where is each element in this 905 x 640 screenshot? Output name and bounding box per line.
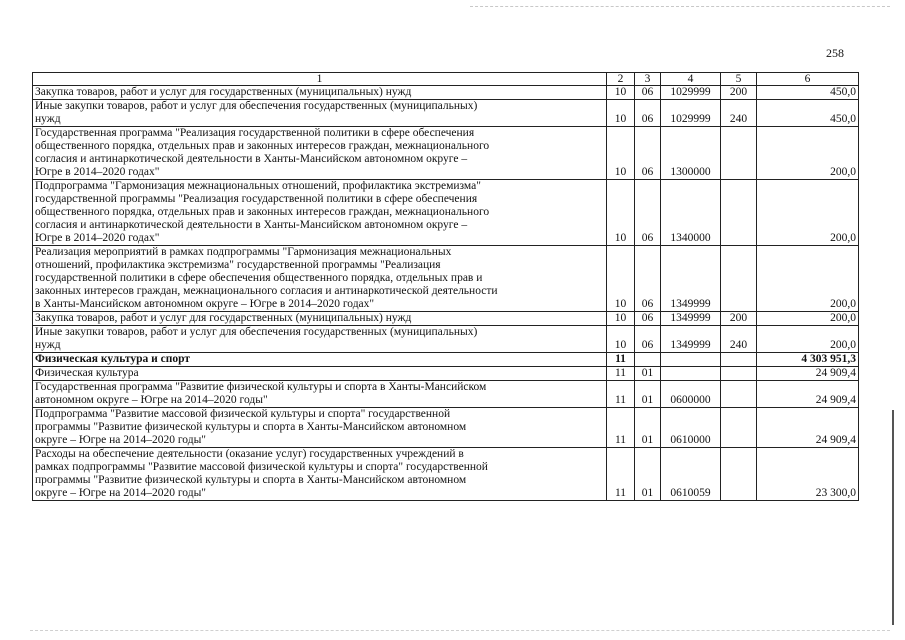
row-target-article-cell: 1349999	[661, 312, 721, 326]
row-amount-cell: 4 303 951,3	[757, 353, 859, 367]
column-header-target-article: 4	[661, 73, 721, 86]
row-subsection-cell: 06	[635, 312, 661, 326]
row-expense-type-cell: 200	[721, 312, 757, 326]
row-amount-cell: 24 909,4	[757, 367, 859, 381]
row-expense-type-cell	[721, 367, 757, 381]
row-target-article-cell: 1340000	[661, 180, 721, 246]
row-target-article-cell	[661, 367, 721, 381]
row-target-article-cell: 1300000	[661, 127, 721, 180]
row-expense-type-cell	[721, 408, 757, 448]
table-row	[33, 127, 859, 180]
table-row	[33, 326, 859, 353]
row-subsection-cell: 01	[635, 408, 661, 448]
scan-artifact-bottom	[30, 630, 890, 631]
table-row	[33, 408, 859, 448]
row-name-cell: Расходы на обеспечение деятельности (оказание услуг) государственных учреждений в рамках подпрограммы "Развитие массовой физической культуры и спорта" государственной программы "Развитие физической культуры и спорта в Ханты-Мансийском автономном округе – Югре на 2014–2020 годы"	[33, 448, 607, 501]
row-section-cell: 11	[607, 353, 635, 367]
row-expense-type-cell	[721, 180, 757, 246]
column-header-amount: 6	[757, 73, 859, 86]
page-number: 258	[826, 46, 844, 60]
row-target-article-cell: 1029999	[661, 100, 721, 127]
column-header-name: 1	[33, 73, 607, 86]
table-row	[33, 180, 859, 246]
row-name-cell: Закупка товаров, работ и услуг для государственных (муниципальных) нужд	[33, 312, 607, 326]
row-name-cell: Физическая культура	[33, 367, 607, 381]
row-target-article-cell: 1349999	[661, 246, 721, 312]
column-header-expense-type: 5	[721, 73, 757, 86]
row-amount-cell: 450,0	[757, 86, 859, 100]
row-subsection-cell: 01	[635, 381, 661, 408]
row-section-cell: 10	[607, 326, 635, 353]
row-name-cell: Физическая культура и спорт	[33, 353, 607, 367]
row-name-cell: Реализация мероприятий в рамках подпрограммы "Гармонизация межнациональных отношений, профилактика экстремизма" государственной программы "Реализация государственной политики в сфере обеспечения общественного порядка, отдельных прав и законных интересов граждан, межнационального согласия и антинаркотической деятельности в Ханты-Мансийском автономном округе – Югре в 2014–2020 годах"	[33, 246, 607, 312]
table-row	[33, 381, 859, 408]
row-amount-cell: 200,0	[757, 127, 859, 180]
row-section-cell: 10	[607, 100, 635, 127]
row-target-article-cell: 1349999	[661, 326, 721, 353]
row-subsection-cell: 01	[635, 367, 661, 381]
row-expense-type-cell	[721, 448, 757, 501]
row-amount-cell: 200,0	[757, 246, 859, 312]
row-subsection-cell: 06	[635, 100, 661, 127]
row-subsection-cell: 06	[635, 180, 661, 246]
table-header-row	[33, 73, 859, 86]
row-section-cell: 11	[607, 448, 635, 501]
row-target-article-cell: 0610000	[661, 408, 721, 448]
row-subsection-cell: 06	[635, 326, 661, 353]
row-expense-type-cell: 240	[721, 326, 757, 353]
row-amount-cell: 200,0	[757, 326, 859, 353]
row-section-cell: 11	[607, 381, 635, 408]
row-target-article-cell: 0610059	[661, 448, 721, 501]
table-row	[33, 353, 859, 367]
row-subsection-cell	[635, 353, 661, 367]
row-amount-cell: 24 909,4	[757, 381, 859, 408]
row-name-cell: Иные закупки товаров, работ и услуг для обеспечения государственных (муниципальных) нужд	[33, 326, 607, 353]
row-name-cell: Закупка товаров, работ и услуг для государственных (муниципальных) нужд	[33, 86, 607, 100]
row-name-cell: Государственная программа "Развитие физической культуры и спорта в Ханты-Мансийском автономном округе – Югре на 2014–2020 годы"	[33, 381, 607, 408]
row-target-article-cell: 1029999	[661, 86, 721, 100]
scan-artifact-top	[470, 6, 890, 7]
row-subsection-cell: 06	[635, 127, 661, 180]
row-amount-cell: 450,0	[757, 100, 859, 127]
table-row	[33, 367, 859, 381]
table-row	[33, 246, 859, 312]
column-header-subsection: 3	[635, 73, 661, 86]
row-expense-type-cell	[721, 353, 757, 367]
row-subsection-cell: 01	[635, 448, 661, 501]
row-expense-type-cell	[721, 127, 757, 180]
row-target-article-cell	[661, 353, 721, 367]
scan-artifact-edge	[892, 410, 894, 625]
row-subsection-cell: 06	[635, 86, 661, 100]
row-name-cell: Подпрограмма "Гармонизация межнациональных отношений, профилактика экстремизма" государственной программы "Реализация государственной политики в сфере обеспечения общественного порядка, отдельных прав и законных интересов граждан, межнационального согласия и антинаркотической деятельности в Ханты-Мансийском автономном округе – Югре в 2014–2020 годах"	[33, 180, 607, 246]
row-amount-cell: 23 300,0	[757, 448, 859, 501]
row-amount-cell: 200,0	[757, 312, 859, 326]
row-section-cell: 11	[607, 367, 635, 381]
row-expense-type-cell: 200	[721, 86, 757, 100]
row-section-cell: 10	[607, 246, 635, 312]
budget-table	[32, 72, 859, 501]
row-amount-cell: 24 909,4	[757, 408, 859, 448]
row-section-cell: 10	[607, 180, 635, 246]
row-expense-type-cell	[721, 246, 757, 312]
row-target-article-cell: 0600000	[661, 381, 721, 408]
row-section-cell: 10	[607, 127, 635, 180]
column-header-section: 2	[607, 73, 635, 86]
row-subsection-cell: 06	[635, 246, 661, 312]
table-body	[33, 86, 859, 501]
row-section-cell: 10	[607, 312, 635, 326]
row-section-cell: 11	[607, 408, 635, 448]
table-row	[33, 448, 859, 501]
row-amount-cell: 200,0	[757, 180, 859, 246]
table-row	[33, 100, 859, 127]
row-name-cell: Иные закупки товаров, работ и услуг для обеспечения государственных (муниципальных) нужд	[33, 100, 607, 127]
row-name-cell: Государственная программа "Реализация государственной политики в сфере обеспечения общественного порядка, отдельных прав и законных интересов граждан, межнационального согласия и антинаркотической деятельности в Ханты-Мансийском автономном округе – Югре в 2014–2020 годах"	[33, 127, 607, 180]
table-row	[33, 86, 859, 100]
row-section-cell: 10	[607, 86, 635, 100]
row-expense-type-cell: 240	[721, 100, 757, 127]
row-expense-type-cell	[721, 381, 757, 408]
row-name-cell: Подпрограмма "Развитие массовой физической культуры и спорта" государственной программы "Развитие физической культуры и спорта в Ханты-Мансийском автономном округе – Югре на 2014–2020 годы"	[33, 408, 607, 448]
table-row	[33, 312, 859, 326]
